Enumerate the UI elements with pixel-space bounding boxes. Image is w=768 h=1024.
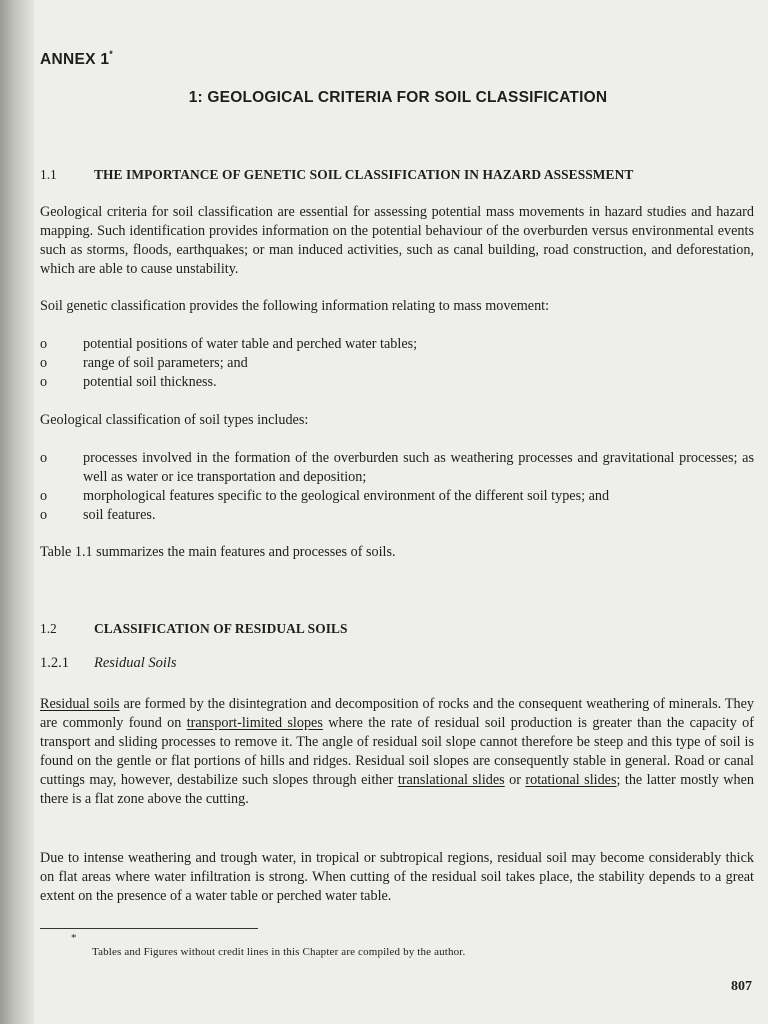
bullet-marker: o xyxy=(40,336,48,352)
bullet-marker: o xyxy=(40,374,48,390)
list-item xyxy=(40,335,754,354)
footnote-text: Tables and Figures without credit lines in this Chapter are compiled by the author. xyxy=(92,946,466,958)
list-item-text: range of soil parameters; and xyxy=(83,355,248,371)
list-item xyxy=(40,354,754,373)
page-number: 807 xyxy=(731,979,752,994)
footnote-marker: * xyxy=(71,932,77,944)
bullet-marker: o xyxy=(40,355,48,371)
subsection-title: Residual Soils xyxy=(94,655,177,671)
list-item-text: potential positions of water table and perched water tables; xyxy=(83,336,418,352)
list-item-text: morphological features specific to the geological environment of the different soil types; and xyxy=(83,488,610,504)
annex-footnote-marker: * xyxy=(109,49,114,59)
term-rotational-slides: rotational slides xyxy=(525,772,617,788)
bullet-list xyxy=(40,335,754,392)
document-page xyxy=(40,0,756,1024)
chapter-title: 1: GEOLOGICAL CRITERIA FOR SOIL CLASSIFICATION xyxy=(188,89,608,106)
section-title: THE IMPORTANCE OF GENETIC SOIL CLASSIFICATION IN HAZARD ASSESSMENT xyxy=(94,167,634,182)
bullet-marker: o xyxy=(40,507,48,523)
footnote-divider xyxy=(40,928,258,929)
paragraph-text: where the rate of residual soil production is greater than the capacity of transport and sliding processes to remove it. The angle of residual soil slope cannot therefore be steep and this type of soil is found on the gentle or flat portions of hills and ridges. Residual soil slopes are consequently stable in general. Road or canal cuttings may, however, destabilize such slopes through either xyxy=(40,715,754,788)
term-translational-slides: translational slides xyxy=(397,772,505,788)
annex-label-text: ANNEX 1 xyxy=(40,51,110,68)
page-gutter-shadow xyxy=(0,0,34,1024)
list-item xyxy=(40,506,754,525)
subsection-number: 1.2.1 xyxy=(40,655,69,671)
subsection-heading-1-2-1 xyxy=(40,655,177,672)
paragraph: Due to intense weathering and trough water, in tropical or subtropical regions, residual soil may become considerably thick on flat areas where water infiltration is strong. When cutting of the residual soil takes place, the stability depends to a great extent on the presence of a water table or perched water table. xyxy=(40,850,754,904)
paragraph-text: are formed by the disintegration and decomposition of rocks and the consequent weathering of minerals. They are commonly found on xyxy=(40,696,754,731)
section-heading-1-1 xyxy=(40,167,633,183)
paragraph: Soil genetic classification provides the following information relating to mass movement: xyxy=(40,298,550,314)
list-item-text: soil features. xyxy=(83,507,156,523)
paragraph-text: ; the latter mostly when there is a flat zone above the cutting. xyxy=(40,772,754,807)
bullet-marker: o xyxy=(40,450,48,466)
list-item xyxy=(40,449,754,487)
term-transport-limited-slopes: transport-limited slopes xyxy=(186,715,323,731)
term-residual-soils: Residual soils xyxy=(40,696,120,712)
list-item xyxy=(40,373,754,392)
list-item xyxy=(40,487,754,506)
paragraph-text: or xyxy=(504,772,526,788)
section-number: 1.1 xyxy=(40,167,57,182)
section-title: CLASSIFICATION OF RESIDUAL SOILS xyxy=(94,621,348,636)
paragraph: Table 1.1 summarizes the main features and processes of soils. xyxy=(40,544,396,560)
bullet-list xyxy=(40,449,754,525)
section-number: 1.2 xyxy=(40,621,57,636)
paragraph: Geological classification of soil types includes: xyxy=(40,412,309,428)
bullet-marker: o xyxy=(40,488,48,504)
annex-label xyxy=(40,49,113,69)
list-item-text: potential soil thickness. xyxy=(83,374,217,390)
paragraph-residual-soils xyxy=(40,695,754,809)
section-heading-1-2 xyxy=(40,621,348,637)
list-item-text: processes involved in the formation of the overburden such as weathering processes and gravitational processes; as well as water or ice transportation and deposition; xyxy=(83,450,754,485)
paragraph: Geological criteria for soil classification are essential for assessing potential mass movements in hazard studies and hazard mapping. Such identification provides information on the potential behaviour of the overburden versus environmental events such as storms, floods, earthquakes; or man induced activities, such as canal building, road construction, and deforestation, which are able to cause unstability. xyxy=(40,204,754,277)
